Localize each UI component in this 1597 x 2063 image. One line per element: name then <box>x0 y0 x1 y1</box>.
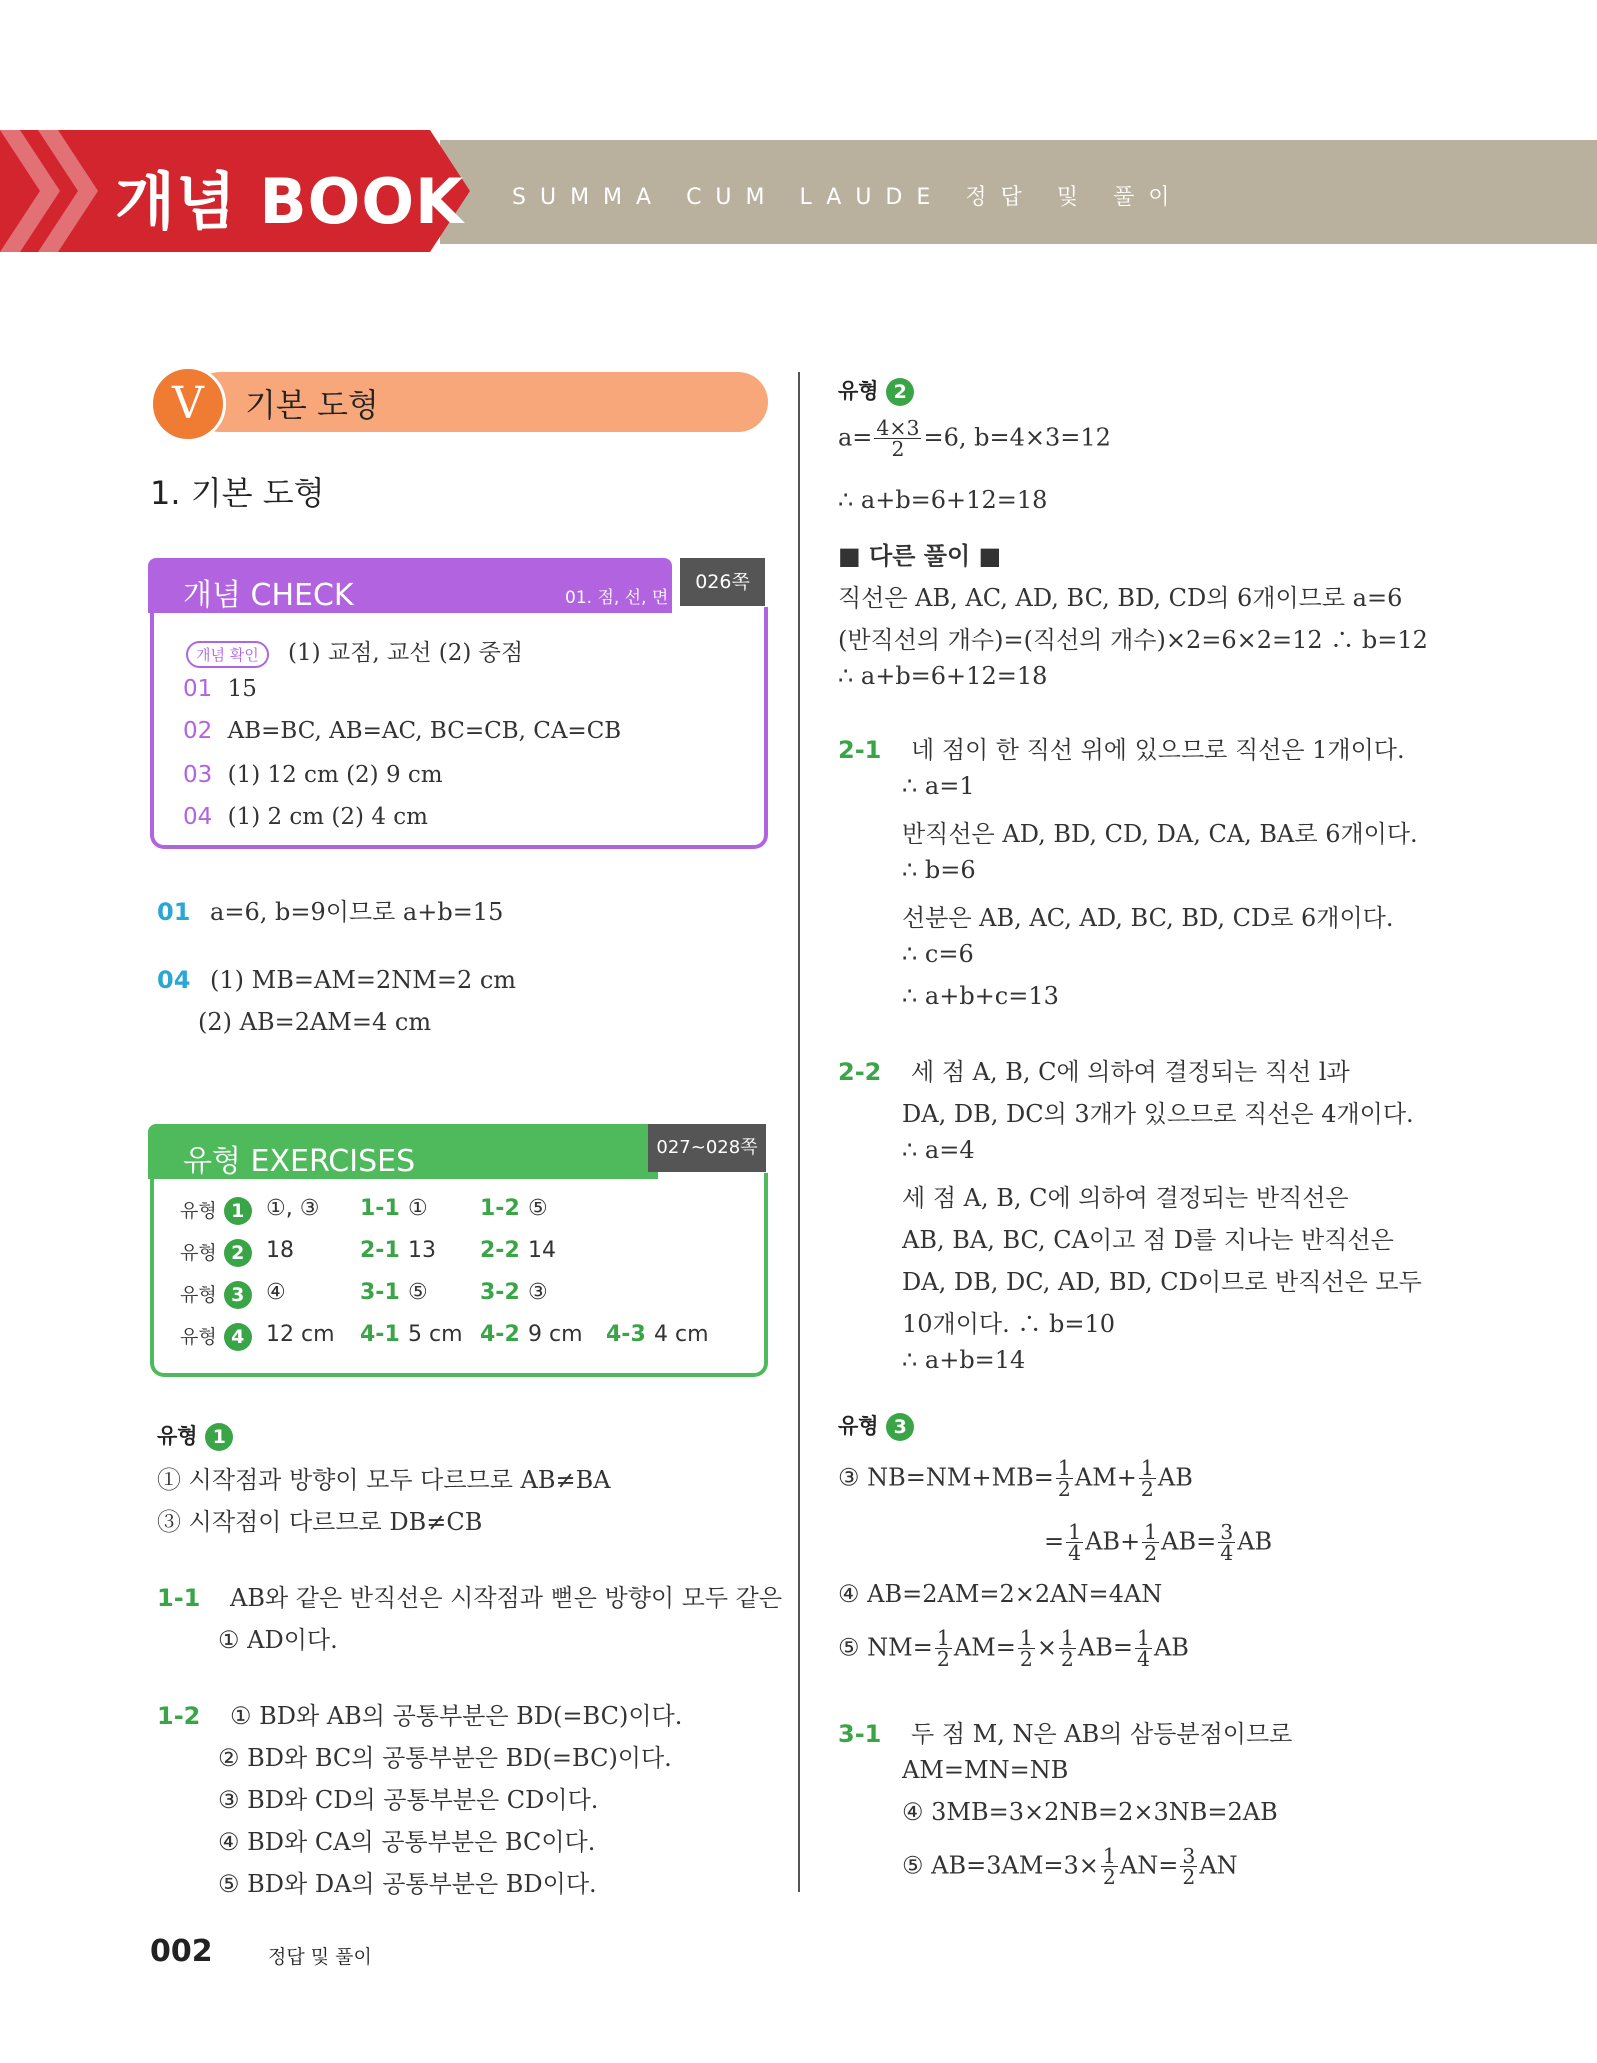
fraction-numerator: 1 <box>1140 1456 1154 1480</box>
math-text: AN= <box>1119 1851 1179 1880</box>
math-text: × <box>1036 1633 1057 1662</box>
answer-01 <box>157 892 503 927</box>
problem-key: 2-2 <box>480 1238 520 1263</box>
problem-text: ② BD와 BC의 공통부분은 BD(=BC)이다. <box>218 1744 672 1772</box>
problem-key: 3-2 <box>480 1280 520 1305</box>
problem-answer: ⑤ <box>408 1280 428 1305</box>
math-text: ⑤ NM= <box>838 1633 933 1662</box>
concept-check-page-ref: 026쪽 <box>680 558 765 606</box>
type-answer: ①, ③ <box>266 1196 320 1221</box>
problem-key: 1-1 <box>360 1196 400 1221</box>
problem-answer: 13 <box>408 1238 436 1263</box>
fraction <box>1142 1522 1159 1564</box>
section-title: 기본 도형 <box>245 386 379 424</box>
problem-text: ∴ c=6 <box>902 940 974 968</box>
problem-answer: ⑤ <box>528 1196 548 1221</box>
check-item-text: (1) 12 cm (2) 9 cm <box>227 762 443 788</box>
type-label: 유형 <box>180 1284 217 1306</box>
check-item-number: 03 <box>183 762 213 788</box>
type3-line <box>838 1628 1189 1670</box>
type-number-badge: 1 <box>205 1423 233 1451</box>
type2-heading <box>838 375 914 406</box>
fraction <box>1056 1458 1073 1500</box>
check-item <box>183 676 257 702</box>
problem-number: 1-1 <box>157 1584 201 1612</box>
problem-text: 세 점 A, B, C에 의하여 결정되는 직선 l과 <box>911 1058 1350 1086</box>
type1-line: ③ 시작점이 다르므로 DB≠CB <box>157 1508 483 1536</box>
problem-text: DA, DB, DC의 3개가 있으므로 직선은 4개이다. <box>902 1100 1414 1128</box>
type2-line <box>838 418 1111 460</box>
exercise-row <box>180 1196 548 1225</box>
problem-text: 선분은 AB, AC, AD, BC, BD, CD로 6개이다. <box>902 904 1394 932</box>
subsection-title: 1. 기본 도형 <box>150 474 325 512</box>
problem-answer: 5 cm <box>408 1322 463 1347</box>
fraction-denominator: 2 <box>1182 1865 1196 1890</box>
problem-text: ∴ a=4 <box>902 1136 975 1164</box>
type-label: 유형 <box>157 1424 198 1448</box>
fraction-denominator: 4 <box>1068 1541 1082 1566</box>
math-text: AB <box>1153 1633 1189 1662</box>
check-item-text: (1) 2 cm (2) 4 cm <box>227 804 428 830</box>
answer-text: a=6, b=9이므로 a+b=15 <box>210 898 504 926</box>
check-item <box>183 718 621 744</box>
fraction-denominator: 2 <box>1019 1647 1033 1672</box>
problem-answer: ③ <box>528 1280 548 1305</box>
type3-line: ④ AB=2AM=2×2AN=4AN <box>838 1580 1163 1608</box>
fraction <box>874 418 921 460</box>
type-label: 유형 <box>180 1200 217 1222</box>
section-number-badge: V <box>150 366 226 442</box>
math-text: AB= <box>1077 1633 1133 1662</box>
concept-check-tag: 01. 점, 선, 면 <box>565 588 669 608</box>
alt-solution-line: (반직선의 개수)=(직선의 개수)×2=6×2=12 ∴ b=12 <box>838 626 1428 654</box>
type-number-badge: 4 <box>224 1323 252 1351</box>
check-item-text: AB=BC, AB=AC, BC=CB, CA=CB <box>227 718 622 744</box>
math-text: =6, b=4×3=12 <box>923 423 1111 452</box>
problem-text: ⑤ BD와 DA의 공통부분은 BD이다. <box>218 1870 597 1898</box>
problem-key: 4-1 <box>360 1322 400 1347</box>
math-text: AB <box>1237 1527 1273 1556</box>
answer-04 <box>157 966 516 994</box>
fraction-denominator: 2 <box>1060 1647 1074 1672</box>
fraction <box>935 1628 952 1670</box>
check-item-text: 15 <box>227 676 257 702</box>
check-item <box>183 762 443 788</box>
fraction <box>1218 1522 1235 1564</box>
math-text: ⑤ AB=3AM=3× <box>902 1851 1099 1880</box>
problem-number: 2-1 <box>838 736 882 764</box>
type-number-badge: 1 <box>224 1197 252 1225</box>
problem-text: 세 점 A, B, C에 의하여 결정되는 반직선은 <box>902 1184 1349 1212</box>
answer-number: 01 <box>157 898 191 926</box>
fraction <box>1101 1846 1118 1888</box>
problem-key: 1-2 <box>480 1196 520 1221</box>
problem-text: ∴ b=6 <box>902 856 976 884</box>
problem-text: 네 점이 한 직선 위에 있으므로 직선은 1개이다. <box>911 736 1405 764</box>
problem-text: AB와 같은 반직선은 시작점과 뻗은 방향이 모두 같은 <box>230 1584 783 1612</box>
type2-line: ∴ a+b=6+12=18 <box>838 486 1048 514</box>
fraction-denominator: 2 <box>1102 1865 1116 1890</box>
problem-text: 두 점 M, N은 AB의 삼등분점이므로 <box>911 1720 1293 1748</box>
problem-2-2 <box>838 1052 1350 1087</box>
fraction-numerator: 3 <box>1220 1520 1234 1544</box>
fraction <box>1018 1628 1035 1670</box>
exercises-page-ref: 027~028쪽 <box>648 1124 766 1172</box>
concept-confirm-text: (1) 교점, 교선 (2) 중점 <box>288 640 524 666</box>
fraction-denominator: 2 <box>936 1647 950 1672</box>
type1-heading <box>157 1420 233 1451</box>
problem-number: 3-1 <box>838 1720 882 1748</box>
problem-key: 4-3 <box>606 1322 646 1347</box>
math-text: AB+ <box>1085 1527 1141 1556</box>
page-number: 002 <box>150 1934 213 1969</box>
column-divider <box>798 372 800 1892</box>
problem-text: ∴ a+b=14 <box>902 1346 1026 1374</box>
problem-text: 10개이다. ∴ b=10 <box>902 1310 1115 1338</box>
type-answer: ④ <box>266 1280 286 1305</box>
type-answer: 12 cm <box>266 1322 335 1347</box>
fraction-numerator: 1 <box>1060 1626 1074 1650</box>
fraction-numerator: 1 <box>1068 1520 1082 1544</box>
fraction-numerator: 1 <box>936 1626 950 1650</box>
problem-key: 2-1 <box>360 1238 400 1263</box>
math-text: AN <box>1199 1851 1238 1880</box>
type-label: 유형 <box>838 1414 879 1438</box>
type3-line <box>838 1458 1193 1500</box>
header-subtitle: SUMMA CUM LAUDE 정답 및 풀이 <box>512 185 1184 210</box>
fraction <box>1139 1458 1156 1500</box>
answer-number: 04 <box>157 966 191 994</box>
math-text: AB= <box>1161 1527 1217 1556</box>
fraction-numerator: 1 <box>1144 1520 1158 1544</box>
type-answer: 18 <box>266 1238 294 1263</box>
problem-number: 2-2 <box>838 1058 882 1086</box>
type-number-badge: 2 <box>224 1239 252 1267</box>
check-item-number: 02 <box>183 718 213 744</box>
fraction <box>1180 1846 1197 1888</box>
fraction-denominator: 2 <box>1140 1477 1154 1502</box>
math-text: = <box>1044 1527 1065 1556</box>
problem-number: 1-2 <box>157 1702 201 1730</box>
fraction <box>1066 1522 1083 1564</box>
fraction <box>1059 1628 1076 1670</box>
problem-2-1 <box>838 730 1405 765</box>
type-number-badge: 3 <box>224 1281 252 1309</box>
problem-text: 반직선은 AD, BD, CD, DA, CA, BA로 6개이다. <box>902 820 1418 848</box>
math-text: AM= <box>953 1633 1016 1662</box>
fraction-numerator: 3 <box>1182 1844 1196 1868</box>
type3-heading <box>838 1410 914 1441</box>
answer-text: (1) MB=AM=2NM=2 cm <box>210 966 517 994</box>
footer-label: 정답 및 풀이 <box>268 1946 372 1968</box>
problem-answer: 14 <box>528 1238 556 1263</box>
problem-text: ③ BD와 CD의 공통부분은 CD이다. <box>218 1786 599 1814</box>
problem-answer: 4 cm <box>654 1322 709 1347</box>
type-number-badge: 3 <box>886 1413 914 1441</box>
concept-check-title: 개념 CHECK <box>183 578 354 613</box>
type1-line: ① 시작점과 방향이 모두 다르므로 AB≠BA <box>157 1466 611 1494</box>
check-item-number: 01 <box>183 676 213 702</box>
exercise-row <box>180 1280 548 1309</box>
alt-solution-line: ∴ a+b=6+12=18 <box>838 662 1048 690</box>
answer-text: (2) AB=2AM=4 cm <box>198 1008 432 1036</box>
problem-text: ④ 3MB=3×2NB=2×3NB=2AB <box>902 1798 1278 1826</box>
alt-solution-line: 직선은 AB, AC, AD, BC, BD, CD의 6개이므로 a=6 <box>838 584 1403 612</box>
problem-text: DA, DB, DC, AD, BD, CD이므로 반직선은 모두 <box>902 1268 1422 1296</box>
concept-confirm-row <box>186 634 523 668</box>
problem-text: AM=MN=NB <box>902 1756 1069 1784</box>
fraction-denominator: 4 <box>1220 1541 1234 1566</box>
problem-1-2 <box>157 1696 682 1731</box>
problem-text: ① BD와 AB의 공통부분은 BD(=BC)이다. <box>230 1702 683 1730</box>
fraction-denominator: 2 <box>891 437 905 462</box>
type-label: 유형 <box>180 1242 217 1264</box>
type-number-badge: 2 <box>886 378 914 406</box>
problem-answer: ① <box>408 1196 428 1221</box>
fraction-numerator: 1 <box>1019 1626 1033 1650</box>
type-label: 유형 <box>180 1326 217 1348</box>
exercises-title: 유형 EXERCISES <box>183 1144 416 1179</box>
type-label: 유형 <box>838 379 879 403</box>
fraction <box>1135 1628 1152 1670</box>
problem-1-1 <box>157 1578 782 1613</box>
problem-text <box>902 1846 1238 1888</box>
fraction-numerator: 1 <box>1102 1844 1116 1868</box>
check-item <box>183 804 428 830</box>
problem-key: 4-2 <box>480 1322 520 1347</box>
fraction-numerator: 1 <box>1057 1456 1071 1480</box>
fraction-denominator: 2 <box>1057 1477 1071 1502</box>
math-text: AB <box>1157 1463 1193 1492</box>
problem-text: ∴ a=1 <box>902 772 975 800</box>
exercise-row <box>180 1322 709 1351</box>
problem-key: 3-1 <box>360 1280 400 1305</box>
fraction-numerator: 1 <box>1136 1626 1150 1650</box>
type3-line <box>1044 1522 1272 1564</box>
problem-text: AB, BA, BC, CA이고 점 D를 지나는 반직선은 <box>902 1226 1394 1254</box>
fraction-numerator: 4×3 <box>876 416 920 440</box>
exercise-row <box>180 1238 556 1267</box>
concept-confirm-badge: 개념 확인 <box>186 641 269 668</box>
math-text: a= <box>838 423 873 452</box>
check-item-number: 04 <box>183 804 213 830</box>
math-text: ③ NB=NM+MB= <box>838 1463 1054 1492</box>
math-text: AM+ <box>1074 1463 1137 1492</box>
alt-solution-title: ■ 다른 풀이 ■ <box>838 542 1002 570</box>
problem-text: ① AD이다. <box>218 1626 338 1654</box>
fraction-denominator: 4 <box>1136 1647 1150 1672</box>
fraction-denominator: 2 <box>1144 1541 1158 1566</box>
book-title: 개념 BOOK <box>115 165 465 238</box>
problem-text: ④ BD와 CA의 공통부분은 BC이다. <box>218 1828 596 1856</box>
problem-3-1 <box>838 1714 1292 1749</box>
problem-text: ∴ a+b+c=13 <box>902 982 1059 1010</box>
problem-answer: 9 cm <box>528 1322 583 1347</box>
